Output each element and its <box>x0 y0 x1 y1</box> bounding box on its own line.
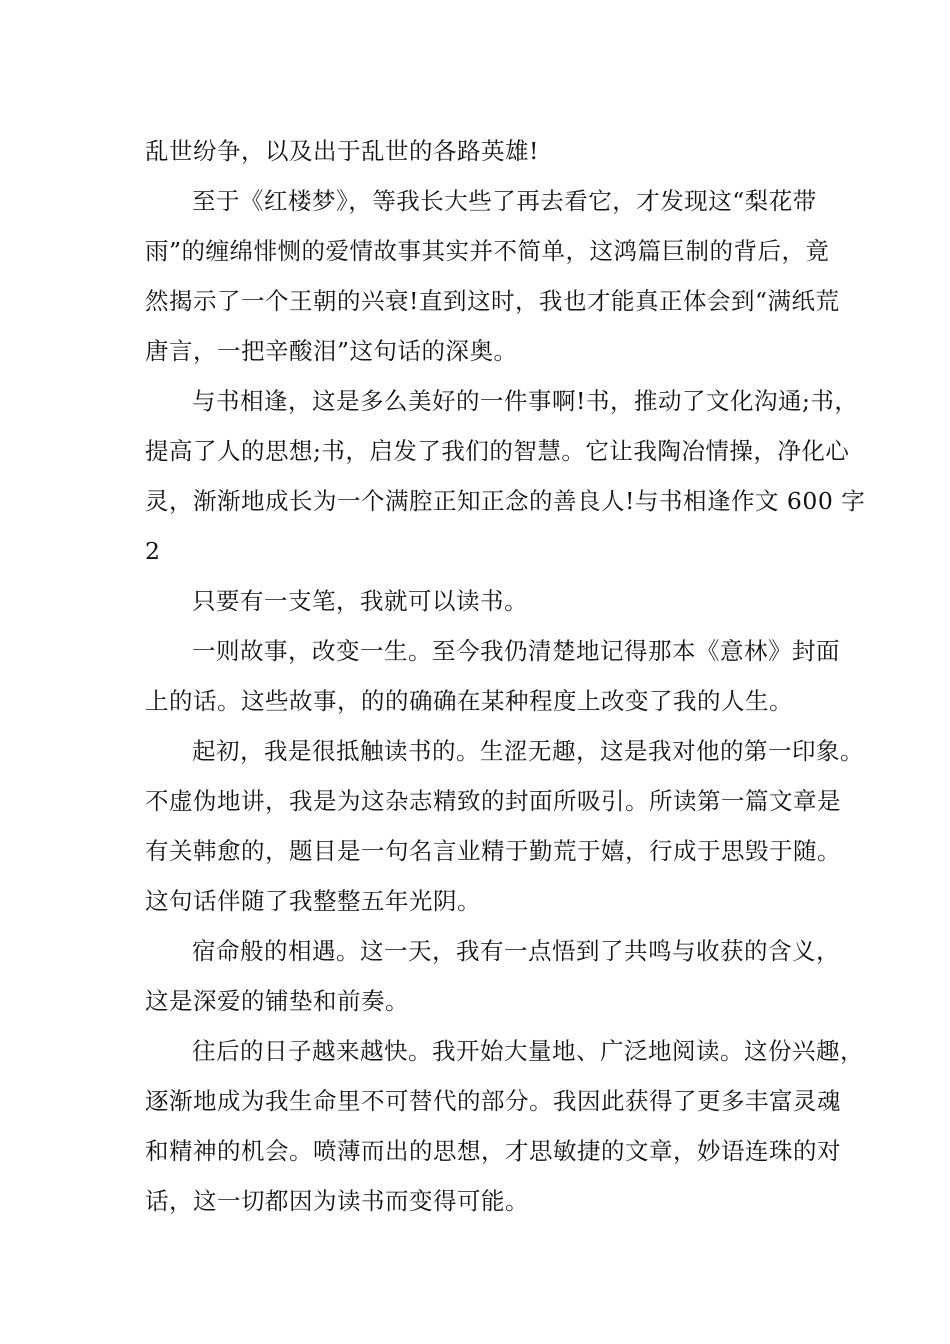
text-line: 然揭示了一个王朝的兴衰!直到这时，我也才能真正体会到“满纸荒 <box>145 287 840 315</box>
text-line: 提高了人的思想;书，启发了我们的智慧。它让我陶冶情操，净化心 <box>145 437 850 465</box>
text-line: 起初，我是很抵触读书的。生涩无趣，这是我对他的第一印象。 <box>192 737 864 765</box>
text-line: 话，这一切都因为读书而变得可能。 <box>145 1187 529 1215</box>
text-line: 不虚伪地讲，我是为这杂志精致的封面所吸引。所读第一篇文章是 <box>145 787 841 815</box>
text-line: 至于《红楼梦》，等我长大些了再去看它，才发现这“梨花带 <box>192 187 817 215</box>
text-line: 只要有一支笔，我就可以读书。 <box>192 587 528 615</box>
text-line: 这句话伴随了我整整五年光阴。 <box>145 887 481 915</box>
text-line: 一则故事，改变一生。至今我仍清楚地记得那本《意林》封面 <box>192 637 840 665</box>
text-line: 宿命般的相遇。这一天，我有一点悟到了共鸣与收获的含义， <box>192 937 840 965</box>
text-line: 雨”的缠绵悱恻的爱情故事其实并不简单，这鸿篇巨制的背后，竟 <box>145 237 830 265</box>
text-line: 乱世纷争，以及出于乱世的各路英雄! <box>145 137 539 165</box>
text-line: 唐言，一把辛酸泪”这句话的深奥。 <box>145 337 518 365</box>
text-line: 上的话。这些故事，的的确确在某种程度上改变了我的人生。 <box>145 687 793 715</box>
text-line: 这是深爱的铺垫和前奏。 <box>145 987 409 1015</box>
text-line: 和精神的机会。喷薄而出的思想，才思敏捷的文章，妙语连珠的对 <box>145 1137 841 1165</box>
text-line: 逐渐地成为我生命里不可替代的部分。我因此获得了更多丰富灵魂 <box>145 1087 841 1115</box>
text-line: 2 <box>145 537 161 565</box>
text-line: 与书相逢，这是多么美好的一件事啊!书，推动了文化沟通;书， <box>192 387 859 415</box>
text-line: 有关韩愈的，题目是一句名言业精于勤荒于嬉，行成于思毁于随。 <box>145 837 841 865</box>
text-line: 灵，渐渐地成长为一个满腔正知正念的善良人!与书相逢作文 600 字 <box>145 487 866 515</box>
text-line: 往后的日子越来越快。我开始大量地、广泛地阅读。这份兴趣， <box>192 1037 864 1065</box>
